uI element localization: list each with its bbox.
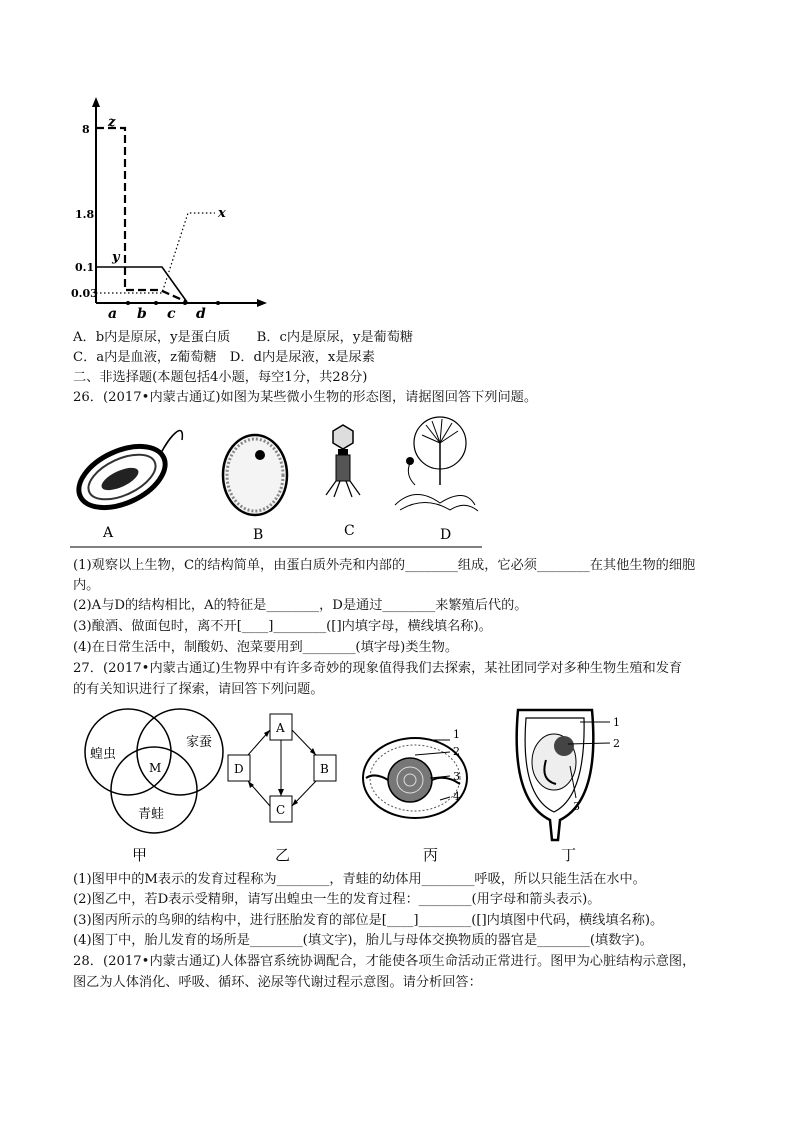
caption-jia: 甲 <box>132 846 148 864</box>
venn-diagram <box>85 709 223 833</box>
bird-egg-diagram <box>363 728 467 818</box>
x-axis-arrow <box>257 299 267 307</box>
x-tick-dot <box>154 301 158 305</box>
bacterium-image <box>70 431 182 520</box>
x-tick-dot <box>126 301 130 305</box>
q27-sub4: (4)图丁中，胎儿发育的场所是________(填文字)，胎儿与母体交换物质的器官是________(填数字)。 <box>73 933 653 948</box>
q27-stem-line2: 的有关知识进行了探索，请回答下列问题。 <box>73 682 324 697</box>
egg-mark-4: 4 <box>453 790 460 803</box>
x-tick-label: c <box>167 306 176 320</box>
yeast-image <box>223 435 287 515</box>
egg-mark-3: 3 <box>453 770 460 783</box>
q26-sub2: (2)A与D的结构相比，A的特征是________，D是通过________来繁殖后代的。 <box>73 598 528 613</box>
virus-image <box>326 425 360 497</box>
venn-frog: 青蛙 <box>138 807 165 822</box>
q26-sub3: (3)酿酒、做面包时，离不开[____]________([]内填字母，横线填名称)。 <box>73 619 492 634</box>
y-tick-label: 1.8 <box>75 208 95 221</box>
q27-stem-line1: 27．(2017•内蒙古通辽)生物界中有许多奇妙的现象值得我们去探索，某社团同学对多种生物生殖和发育 <box>73 661 683 676</box>
series-label-x: x <box>218 206 226 221</box>
uterus-diagram <box>517 710 620 840</box>
q26-sub1-line2: 内。 <box>73 578 100 593</box>
cycle-box-d: D <box>234 762 244 776</box>
caption-yi: 乙 <box>275 846 291 864</box>
q27-figures <box>70 700 650 865</box>
y-tick-label: 0.1 <box>75 261 95 274</box>
caption-ding: 丁 <box>561 846 577 864</box>
q27-sub3: (3)图丙所示的鸟卵的结构中，进行胚胎发育的部位是[____]________([]内填图中代码，横线填名称)。 <box>73 913 664 928</box>
series-z-line <box>96 128 187 302</box>
cycle-box-b: B <box>320 762 329 776</box>
x-tick-label: b <box>137 306 147 320</box>
q25-options-line2: C．a内是血液，z葡萄糖 D．d内是尿液，x是尿素 <box>73 350 375 365</box>
uterus-mark-1: 1 <box>613 716 620 729</box>
uterus-mark-2: 2 <box>613 737 620 750</box>
q26-figure-svg <box>70 415 482 550</box>
venn-center: M <box>149 761 162 775</box>
x-tick-label: d <box>196 306 206 320</box>
fig-label-a: A <box>103 525 114 541</box>
q28-stem-line2: 图乙为人体消化、呼吸、循环、泌尿等代谢过程示意图。请分析回答： <box>73 975 482 990</box>
fig-label-d: D <box>440 527 452 543</box>
q26-sub4: (4)在日常生活中，制酸奶、泡菜要用到________(填字母)类生物。 <box>73 640 459 655</box>
venn-silkworm: 家蚕 <box>186 735 213 750</box>
q26-stem: 26．(2017•内蒙古通辽)如图为某些微小生物的形态图，请据图回答下列问题。 <box>73 390 538 405</box>
cycle-box-a: A <box>276 721 285 735</box>
fig-label-b: B <box>253 527 264 543</box>
cycle-diagram <box>228 714 336 822</box>
q25-options-line1: A．b内是原尿，y是蛋白质 B．c内是原尿，y是葡萄糖 <box>73 330 414 345</box>
q26-sub1-line1: (1)观察以上生物，C的结构简单，由蛋白质外壳和内部的________组成，它必须________在其他生物的细胞 <box>73 558 696 573</box>
x-tick-dot <box>216 301 220 305</box>
kidney-chart-svg <box>70 95 270 320</box>
venn-locust: 蝗虫 <box>90 747 117 762</box>
uterus-mark-3: 3 <box>573 800 580 813</box>
mold-image <box>395 417 478 511</box>
caption-bing: 丙 <box>423 846 439 864</box>
egg-mark-2: 2 <box>453 745 460 758</box>
y-tick-label: 8 <box>82 123 90 136</box>
series-label-y: y <box>112 250 120 265</box>
series-label-z: z <box>108 115 116 130</box>
kidney-chart <box>70 95 270 320</box>
y-axis-arrow <box>92 97 100 107</box>
x-tick-label: a <box>108 306 118 320</box>
egg-mark-1: 1 <box>453 728 460 741</box>
q27-sub2: (2)图乙中，若D表示受精卵，请写出蝗虫一生的发育过程：________(用字母和箭头表示)。 <box>73 892 601 907</box>
q27-figures-svg <box>70 700 650 865</box>
cycle-box-c: C <box>276 803 286 817</box>
section2-heading: 二、非选择题(本题包括4小题，每空1分，共28分) <box>73 370 368 385</box>
q26-figure <box>70 415 482 550</box>
q28-stem-line1: 28．(2017•内蒙古通辽)人体器官系统协调配合，才能使各项生命活动正常进行。图甲为心脏结构示意图， <box>73 954 696 969</box>
y-tick-label: 0.03 <box>71 287 98 300</box>
fig-label-c: C <box>344 523 355 539</box>
q27-sub1: (1)图甲中的M表示的发育过程称为________，青蛙的幼体用________呼吸，所以只能生活在水中。 <box>73 872 646 887</box>
